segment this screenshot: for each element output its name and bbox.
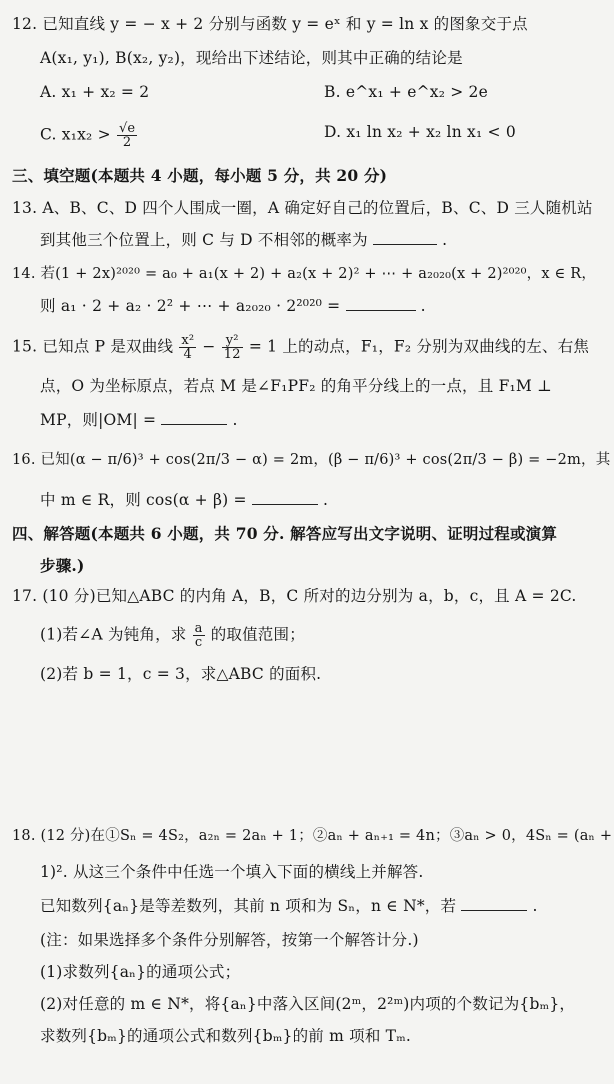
answer-blank [346,296,416,311]
q18-line3 [40,896,538,916]
q12-option-b: B. e^x₁ + e^x₂ > 2e [324,83,488,101]
fraction-numerator: y² [222,334,243,348]
q17-part1-text: (1)若∠A 为钝角，求 [40,625,187,644]
q15-line3-end: . [232,411,238,429]
answer-blank [461,896,527,911]
q14-line1: 14. 若(1 + 2x)²⁰²⁰ = a₀ + a₁(x + 2) + a₂(x + 2)² + ⋯ + a₂₀₂₀(x + 2)²⁰²⁰，x ∈ R， [12,266,597,282]
q15-line1 [12,334,589,361]
q13-line2 [40,230,447,250]
q18-line1: 18. (12 分)在①Sₙ = 4S₂，a₂ₙ = 2aₙ + 1；②aₙ + aₙ₊₁ = 4n；③aₙ > 0，4Sₙ = (aₙ + [12,828,613,844]
fraction-numerator: a [194,621,203,636]
q12-option-c [40,122,138,149]
q17-stem: 17. (10 分)已知△ABC 的内角 A，B，C 所对的边分别为 a，b，c，且 A = 2C. [12,587,577,605]
q16-line2-text: 中 m ∈ R，则 cos(α + β) = [40,491,247,509]
q18-line2: 1)². 从这三个条件中任选一个填入下面的横线上并解答. [40,863,424,881]
q13-line1: 13. A、B、C、D 四个人围成一圈，A 确定好自己的位置后，B、C、D 三人随机站 [12,199,593,217]
fraction-numerator: x² [181,333,195,348]
q15-fraction-x [179,334,196,361]
q18-note: (注：如果选择多个条件分别解答，按第一个解答计分.) [40,931,419,949]
q12-option-c-prefix: C. x₁x₂ > [40,125,111,144]
q14-line2-text: 则 a₁ · 2 + a₂ · 2² + ⋯ + a₂₀₂₀ · 2²⁰²⁰ = [40,297,341,315]
answer-blank [161,410,227,425]
section-4-heading-line2: 步骤.) [40,556,85,575]
fraction-denominator: 2 [122,135,132,150]
q17-part1-rest: 的取值范围； [210,625,305,644]
q12-option-d: D. x₁ ln x₂ + x₂ ln x₁ < 0 [324,123,516,141]
q18-part2-line2: 求数列{bₘ}的通项公式和数列{bₘ}的前 m 项和 Tₘ. [40,1027,412,1045]
answer-blank [373,230,437,245]
q18-part1: (1)求数列{aₙ}的通项公式； [40,963,241,981]
section-3-heading: 三、填空题(本题共 4 小题，每小题 5 分，共 20 分) [12,166,388,185]
q13-line2-text: 到其他三个位置上，则 C 与 D 不相邻的概率为 [40,231,368,249]
q12-stem-line2: A(x₁, y₁), B(x₂, y₂)，现给出下述结论，则其中正确的结论是 [40,49,463,67]
q12-option-c-fraction [117,122,137,149]
q14-line2-end: . [420,297,426,315]
q17-part2: (2)若 b = 1，c = 3，求△ABC 的面积. [40,665,322,683]
q18-line3-text: 已知数列{aₙ}是等差数列，其前 n 项和为 Sₙ，n ∈ N*，若 [40,897,457,915]
section-4-heading-line1: 四、解答题(本题共 6 小题，共 70 分. 解答应写出文字说明、证明过程或演算 [12,524,558,543]
q17-fraction-a-over-c [193,622,205,649]
fraction-numerator: √e [118,121,136,136]
q12-stem-line1: 12. 已知直线 y = − x + 2 分别与函数 y = eˣ 和 y = ln x 的图象交于点 [12,15,528,33]
minus-sign: − [202,337,216,356]
q15-line2: 点，O 为坐标原点，若点 M 是∠F₁PF₂ 的角平分线上的一点，且 F₁M ⊥ [40,377,552,395]
fraction-denominator: 12 [223,347,241,362]
answer-blank [252,490,318,505]
q15-line3 [40,410,238,430]
q14-line2 [40,296,426,316]
fraction-denominator: 4 [183,347,193,362]
q16-line1: 16. 已知(α − π/6)³ + cos(2π/3 − α) = 2m，(β − π/6)³ + cos(2π/3 − β) = −2m，其 [12,452,611,468]
q18-part2-line1: (2)对任意的 m ∈ N*，将{aₙ}中落入区间(2ᵐ，2²ᵐ)内项的个数记为{bₘ}， [40,995,576,1013]
q13-line2-end: . [442,231,448,249]
q15-line3-text: MP，则|OM| = [40,411,157,429]
q16-line2 [40,490,328,510]
q15-fraction-y [222,334,243,361]
q15-line1-rest: = 1 上的动点，F₁，F₂ 分别为双曲线的左、右焦 [248,337,590,356]
q12-option-a: A. x₁ + x₂ = 2 [40,83,150,101]
q15-line1-text: 15. 已知点 P 是双曲线 [12,337,174,356]
q16-line2-end: . [322,491,329,509]
fraction-denominator: c [194,635,203,650]
q18-line3-end: . [532,897,538,915]
q17-part1 [40,622,305,649]
